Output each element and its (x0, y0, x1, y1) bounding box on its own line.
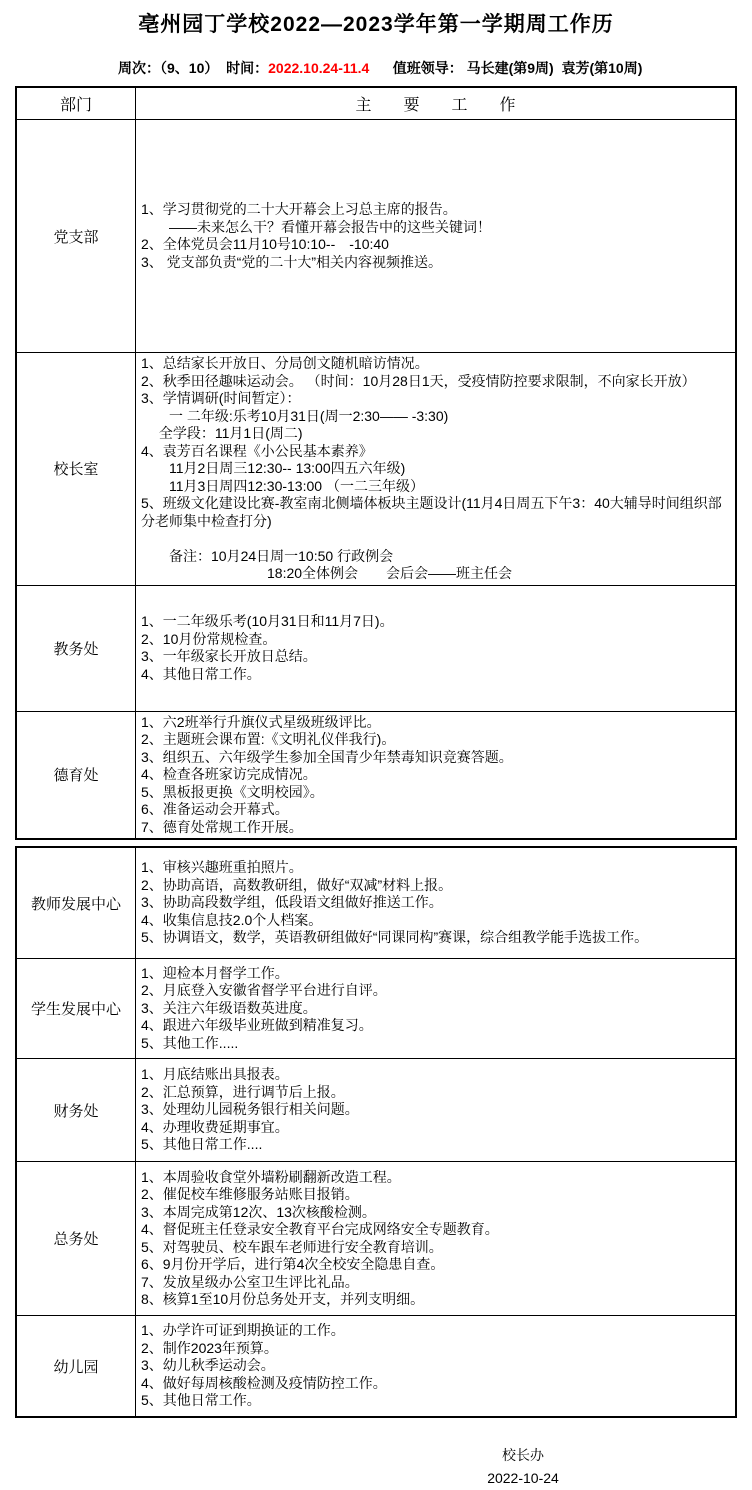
work-line: 2、全体党员会11月10号10:10-- -10:40 (141, 236, 389, 252)
work-line: 1、学习贯彻党的二十大开幕会上习总主席的报告。 (141, 201, 457, 217)
work-line: 8、核算1至10月份总务处开支，并列支明细。 (141, 1291, 425, 1307)
work-line: 2、汇总预算，进行调节后上报。 (141, 1083, 345, 1100)
work-cell (136, 959, 737, 1059)
work-cell (136, 353, 737, 586)
work-line: 4、袁芳百名课程《小公民基本素养》 (141, 442, 373, 459)
work-cell (136, 1162, 737, 1316)
footer-date: 2022-10-24 (487, 1470, 559, 1486)
work-line: 备注：10月24日周一10:50 行政例会 (141, 547, 394, 564)
work-cell (136, 120, 737, 353)
meta-duty-leaders: 值班领导： 马长建(第9周) 袁芳(第10周) (369, 60, 643, 76)
work-line: 3、处理幼儿园税务银行相关问题。 (141, 1101, 359, 1118)
work-line: 11月3日周四12:30-13:00 （一二三年级） (141, 477, 424, 494)
table-row (16, 1059, 736, 1162)
dept-cell: 幼儿园 (16, 1316, 136, 1418)
table-row (16, 1162, 736, 1316)
work-column-header: 主 要 工 作 (136, 87, 737, 120)
dept-cell: 学生发展中心 (16, 959, 136, 1059)
work-line: 5、其他日常工作。 (141, 1392, 261, 1409)
work-line: 2、主题班会课布置:《文明礼仪伴我行)。 (141, 731, 396, 747)
work-line: 1、迎检本月督学工作。 (141, 964, 289, 981)
dept-column-header: 部门 (16, 87, 136, 120)
work-table-lower (15, 846, 737, 1418)
work-cell (136, 1316, 737, 1418)
work-line (141, 530, 729, 548)
work-line: 4、收集信息技2.0个人档案。 (141, 911, 323, 928)
work-line: 3、组织五、六年级学生参加全国青少年禁毒知识竞赛答题。 (141, 748, 513, 765)
work-line: 3、协助高段数学组，低段语文组做好推送工作。 (141, 894, 443, 911)
work-line: 5、其他日常工作.... (141, 1136, 263, 1153)
work-line: 1、一二年级乐考(10月31日和11月7日)。 (141, 613, 394, 629)
work-line: 1、审核兴趣班重拍照片。 (141, 859, 303, 876)
meta-week-time-label: 周次：（9、10） 时间： (118, 60, 269, 76)
work-line: 6、9月份开学后，进行第4次全校安全隐患自查。 (141, 1256, 445, 1272)
work-cell (136, 585, 737, 711)
work-line: 3、幼儿秋季运动会。 (141, 1357, 275, 1374)
work-line: 4、其他日常工作。 (141, 665, 261, 682)
work-line: 2、催促校车维修服务站账目报销。 (141, 1186, 359, 1202)
work-line: 3、 党支部负责“党的二十大”相关内容视频推送。 (141, 253, 442, 270)
work-line: 18:20全体例会 会后会——班主任会 (141, 565, 513, 581)
work-line: 3、本周完成第12次、13次核酸检测。 (141, 1203, 376, 1220)
work-line: 4、检查各班家访完成情况。 (141, 766, 317, 782)
work-line: 7、德育处常规工作开展。 (141, 818, 303, 835)
table-row (16, 120, 736, 353)
work-line: 4、做好每周核酸检测及疫情防控工作。 (141, 1374, 387, 1391)
table-row (16, 353, 736, 586)
dept-cell: 校长室 (16, 353, 136, 586)
work-line: 1、六2班举行升旗仪式星级班级评比。 (141, 713, 381, 730)
work-line: 2、协助高语，高数教研组，做好“双减”材料上报。 (141, 876, 453, 893)
work-line: 全学段：11月1日(周二) (141, 425, 303, 441)
dept-cell: 总务处 (16, 1162, 136, 1316)
dept-cell: 德育处 (16, 711, 136, 839)
meta-time-value: 2022.10.24-11.4 (268, 60, 370, 76)
work-line: 4、跟进六年级毕业班做到精准复习。 (141, 1017, 373, 1034)
work-line: 1、本周验收食堂外墙粉刷翻新改造工程。 (141, 1168, 401, 1185)
footer (0, 1444, 752, 1490)
work-line: 5、对驾驶员、校车跟车老师进行安全教育培训。 (141, 1238, 443, 1255)
dept-cell: 财务处 (16, 1059, 136, 1162)
work-line: 一 二年级:乐考10月31日(周一2:30—— -3:30) (141, 407, 449, 424)
table-row (16, 711, 736, 839)
work-line: 7、发放星级办公室卫生评比礼品。 (141, 1273, 359, 1290)
work-line: 3、关注六年级语数英进度。 (141, 999, 317, 1016)
dept-cell: 党支部 (16, 120, 136, 353)
work-line: 1、总结家长开放日、分局创文随机暗访情况。 (141, 355, 429, 371)
work-line: 5、黑板报更换《文明校园》。 (141, 783, 324, 800)
work-line: 3、一年级家长开放日总结。 (141, 648, 317, 664)
table-row (16, 847, 736, 959)
work-line: 5、其他工作..... (141, 1034, 239, 1051)
work-line: 5、协调语文，数学，英语教研组做好“同课同构”赛课，综合组教学能手选拔工作。 (141, 929, 649, 946)
work-line: 1、月底结账出具报表。 (141, 1066, 289, 1083)
dept-cell: 教师发展中心 (16, 847, 136, 959)
work-line: 2、制作2023年预算。 (141, 1339, 278, 1356)
dept-cell: 教务处 (16, 585, 136, 711)
work-cell (136, 711, 737, 839)
table-row (16, 959, 736, 1059)
work-line: 11月2日周三12:30-- 13:00四五六年级) (141, 460, 406, 476)
table-row (16, 1316, 736, 1418)
work-line: 2、秋季田径趣味运动会。 （时间：10月28日1天，受疫情防控要求限制，不向家长开放） (141, 372, 696, 389)
work-line: 2、月底登入安徽省督学平台进行自评。 (141, 982, 387, 999)
work-line: 4、督促班主任登录安全教育平台完成网络安全专题教育。 (141, 1221, 499, 1237)
work-line: 5、班级文化建设比赛-教室南北侧墙体板块主题设计(11月4日周五下午3：40大辅导时间组织部分老师集中检查打分) (141, 495, 722, 529)
work-line: 4、办理收费延期事宜。 (141, 1118, 289, 1135)
table-header-row (16, 87, 736, 120)
footer-signature: 校长办 (502, 1447, 544, 1463)
table-row (16, 585, 736, 711)
work-line: ——未来怎么干？看懂开幕会报告中的这些关键词！ (141, 218, 491, 235)
meta-line (118, 58, 752, 78)
work-line: 6、准备运动会开幕式。 (141, 801, 289, 817)
work-line: 2、10月份常规检查。 (141, 630, 277, 647)
work-cell (136, 1059, 737, 1162)
work-line: 3、学情调研(时间暂定）： (141, 390, 301, 406)
work-line: 1、办学许可证到期换证的工作。 (141, 1322, 345, 1339)
page-title: 亳州园丁学校2022—2023学年第一学期周工作历 (138, 13, 614, 36)
work-table-upper (15, 86, 737, 840)
work-cell (136, 847, 737, 959)
document-page (0, 8, 752, 1486)
